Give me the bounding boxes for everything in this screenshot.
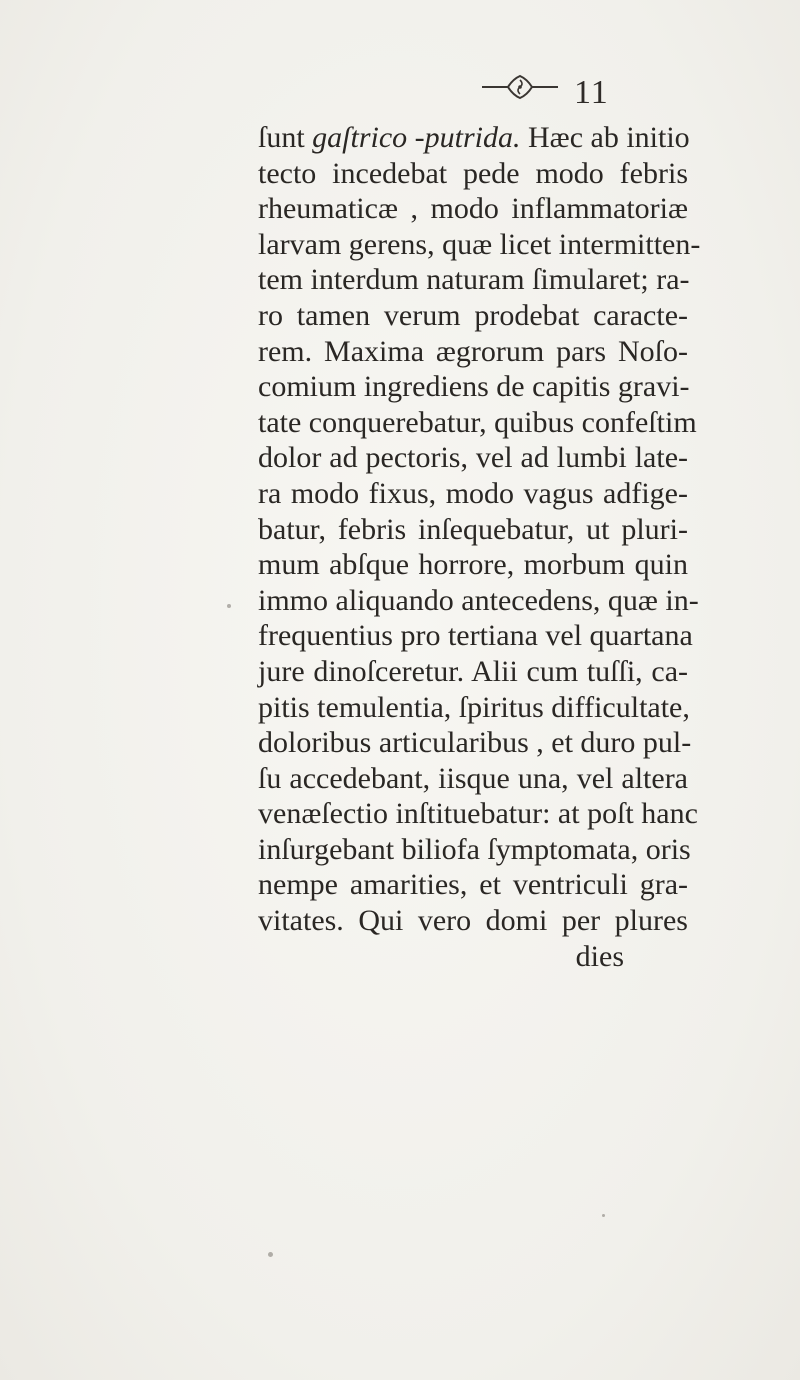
catchword: dies [575,939,624,973]
text-line-12: batur, febris inſequebatur, ut pluri- [258,512,688,546]
text-line-10: dolor ad pectoris, vel ad lumbi late- [258,441,688,475]
text-line-1-lead: ſunt [258,121,313,154]
page-number: 11 [574,74,609,111]
text-line-13: mum abſque horrore, morbum quin [258,548,688,582]
text-line-7: rem. Maxima ægrorum pars Noſo- [258,334,688,368]
printer-ornament-icon [480,70,560,102]
page-header [0,62,800,112]
page-body-text [258,120,701,974]
text-line-23: vitates. Qui vero domi per plures [258,904,688,938]
text-line-1 [258,120,688,156]
text-line-21: inſurgebant biliofa ſymptomata, oris [258,832,691,866]
text-line-22: nempe amarities, et ventriculi gra- [258,868,688,902]
text-line-16: jure dinoſceretur. Alii cum tuſſi, ca- [258,654,688,688]
text-line-17: pitis temulentia, ſpiritus difficultate, [258,690,690,724]
paper-speck [268,1252,273,1257]
text-line-20: venæſectio inſtituebatur: at poſt hanc [258,797,698,831]
text-line-14: immo aliquando antecedens, quæ in- [258,583,699,617]
text-line-9: tate conquerebatur, quibus confeſtim [258,405,697,439]
text-line-18: doloribus articularibus , et duro pul- [258,726,692,760]
text-line-3: rheumaticæ , modo inflammatoriæ [258,192,688,226]
text-line-19: ſu accedebant, iisque una, vel altera [258,761,688,795]
text-line-8: comium ingrediens de capitis gravi- [258,370,690,404]
text-line-6: ro tamen verum prodebat caracte- [258,298,688,332]
text-line-15: frequentius pro tertiana vel quartana [258,619,693,653]
text-line-4: larvam gerens, quæ licet intermitten- [258,227,701,261]
text-line-1-tail: Hæc ab initio [520,121,690,154]
paper-speck [602,1214,605,1217]
paper-speck [227,604,231,608]
text-line-5: tem interdum naturam ſimularet; ra- [258,263,690,297]
text-line-11: ra modo fixus, modo vagus adfige- [258,476,688,510]
text-line-1-italic: gaſtrico -putrida. [312,121,521,154]
text-line-2: tecto incedebat pede modo febris [258,156,688,190]
